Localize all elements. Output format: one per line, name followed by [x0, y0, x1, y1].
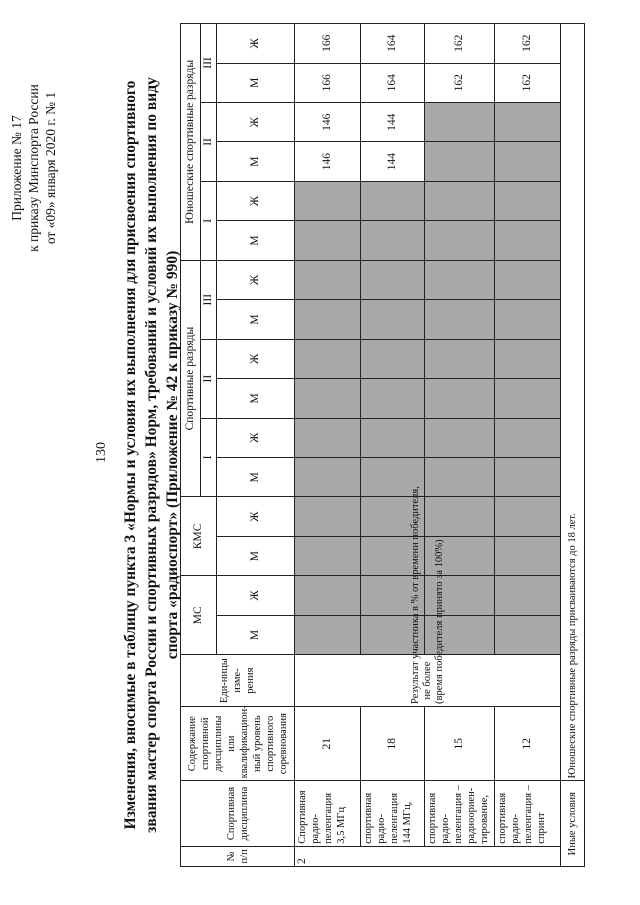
shaded-cell — [295, 497, 361, 536]
shaded-cell — [495, 615, 561, 654]
shaded-cell — [361, 181, 425, 220]
shaded-cell — [495, 300, 561, 339]
header-s1-zh: Ж — [217, 418, 295, 457]
youth-3-m-value: 164 — [361, 63, 425, 102]
header-youth-rank-2: II — [201, 103, 217, 182]
header-s2-zh: Ж — [217, 339, 295, 378]
header-ms-zh: Ж — [217, 576, 295, 615]
content-cell: 12 — [495, 707, 561, 781]
table-row — [425, 24, 495, 867]
footer-text: Юношеские спортивные разряды присваиваются до 18 лет. — [561, 24, 585, 781]
shaded-cell — [425, 181, 495, 220]
header-number: № п/п — [181, 846, 295, 866]
youth-3-zh-value: 166 — [295, 24, 361, 64]
table-row — [495, 24, 561, 867]
youth-2-m-value: 144 — [361, 142, 425, 181]
annex-line-3: от «09» января 2020 г. № 1 — [43, 91, 58, 245]
shaded-cell — [425, 418, 495, 457]
header-ms: МС — [181, 576, 217, 655]
shaded-cell — [425, 457, 495, 496]
header-youth-rank-1: I — [201, 181, 217, 260]
shaded-cell — [295, 457, 361, 496]
shaded-cell — [495, 536, 561, 575]
shaded-cell — [425, 497, 495, 536]
shaded-cell — [361, 221, 425, 260]
shaded-cell — [295, 181, 361, 220]
title-line-3: спорта «радиоспорт» (Приложение № 42 к приказу № 990) — [164, 250, 181, 660]
content-cell: 18 — [361, 707, 425, 781]
shaded-cell — [495, 497, 561, 536]
shaded-cell — [361, 339, 425, 378]
youth-3-m-value: 162 — [495, 63, 561, 102]
header-discipline: Спортивная дисциплина — [181, 781, 295, 846]
youth-3-m-value: 166 — [295, 63, 361, 102]
youth-2-m-value: 146 — [295, 142, 361, 181]
youth-3-zh-value: 164 — [361, 24, 425, 64]
title-line-1: Изменения, вносимые в таблицу пункта 3 «Нормы и условия их выполнения для присвоения спортивного — [122, 80, 139, 830]
discipline-cell: спортивная радио-пеленгация 144 МГц, — [361, 781, 425, 846]
header-s1-m: М — [217, 457, 295, 496]
youth-2-zh-value: 146 — [295, 103, 361, 142]
header-kms-m: М — [217, 536, 295, 575]
annex-block — [8, 38, 59, 298]
youth-3-zh-value: 162 — [425, 24, 495, 64]
header-s3-zh: Ж — [217, 260, 295, 299]
shaded-cell — [361, 379, 425, 418]
youth-3-m-value: 162 — [425, 63, 495, 102]
table-row — [295, 24, 361, 867]
header-s3-m: М — [217, 300, 295, 339]
header-s2-m: М — [217, 379, 295, 418]
shaded-cell — [361, 260, 425, 299]
shaded-cell — [495, 142, 561, 181]
table-row — [561, 24, 585, 867]
row-number: 2 — [295, 846, 561, 866]
shaded-cell — [295, 300, 361, 339]
norms-table — [180, 23, 585, 867]
result-line-2: не более — [421, 661, 433, 700]
shaded-cell — [495, 457, 561, 496]
shaded-cell — [495, 181, 561, 220]
header-kms-zh: Ж — [217, 497, 295, 536]
content-cell: 15 — [425, 707, 495, 781]
result-line-3 — [434, 657, 446, 704]
youth-2-zh-value: 144 — [361, 103, 425, 142]
document-title — [120, 15, 183, 895]
result-cell — [295, 655, 561, 707]
shaded-cell — [495, 339, 561, 378]
header-sport-ranks: Спортивные разряды — [181, 260, 201, 497]
shaded-cell — [295, 221, 361, 260]
header-youth-rank-3: III — [201, 24, 217, 103]
shaded-cell — [495, 103, 561, 142]
shaded-cell — [495, 379, 561, 418]
shaded-cell — [295, 418, 361, 457]
table-row — [361, 24, 425, 867]
shaded-cell — [495, 576, 561, 615]
title-line-2: звания мастер спорта России и спортивных разрядов» Норм, требований и условий их выполнения по виду — [143, 77, 160, 833]
page-number: 130 — [94, 442, 109, 463]
annex-line-2: к приказу Минспорта России — [26, 84, 41, 252]
shaded-cell — [361, 418, 425, 457]
content-cell: 21 — [295, 707, 361, 781]
discipline-cell: спортивная радио-пеленгация – радиоориен-тирование, — [425, 781, 495, 846]
youth-3-zh-value: 162 — [495, 24, 561, 64]
shaded-cell — [495, 260, 561, 299]
shaded-cell — [295, 615, 361, 654]
discipline-cell: спортивная радио-пеленгация – спринт — [495, 781, 561, 846]
shaded-cell — [425, 339, 495, 378]
footer-label: Иные условия — [561, 781, 585, 867]
header-ms-m: М — [217, 615, 295, 654]
header-sport-rank-3: III — [201, 260, 217, 339]
shaded-cell — [425, 300, 495, 339]
shaded-cell — [295, 339, 361, 378]
shaded-cell — [495, 221, 561, 260]
header-y1-zh: Ж — [217, 181, 295, 220]
header-content: Содержание спортивной дисциплины или квалификацион-ный уровень спортивного соревнования — [181, 707, 295, 781]
header-y1-m: М — [217, 221, 295, 260]
header-y2-m: М — [217, 142, 295, 181]
shaded-cell — [425, 142, 495, 181]
header-youth-ranks: Юношеские спортивные разряды — [181, 24, 201, 261]
result-text — [410, 657, 446, 704]
shaded-cell — [425, 379, 495, 418]
shaded-cell — [425, 103, 495, 142]
shaded-cell — [295, 576, 361, 615]
shaded-cell — [295, 536, 361, 575]
shaded-cell — [425, 221, 495, 260]
header-kms: КМС — [181, 497, 217, 576]
shaded-cell — [295, 260, 361, 299]
header-y3-m: М — [217, 63, 295, 102]
header-sport-rank-1: I — [201, 418, 217, 497]
header-y3-zh: Ж — [217, 24, 295, 64]
shaded-cell — [361, 300, 425, 339]
discipline-cell: Спортивная радио-пеленгация 3,5 МГц — [295, 781, 361, 846]
header-sport-rank-2: II — [201, 339, 217, 418]
shaded-cell — [495, 418, 561, 457]
shaded-cell — [295, 379, 361, 418]
header-y2-zh: Ж — [217, 103, 295, 142]
result-line-1 — [410, 657, 422, 704]
header-units: Еди-ницы изме-рения — [181, 655, 295, 707]
annex-line-1: Приложение № 17 — [9, 115, 24, 221]
shaded-cell — [425, 260, 495, 299]
